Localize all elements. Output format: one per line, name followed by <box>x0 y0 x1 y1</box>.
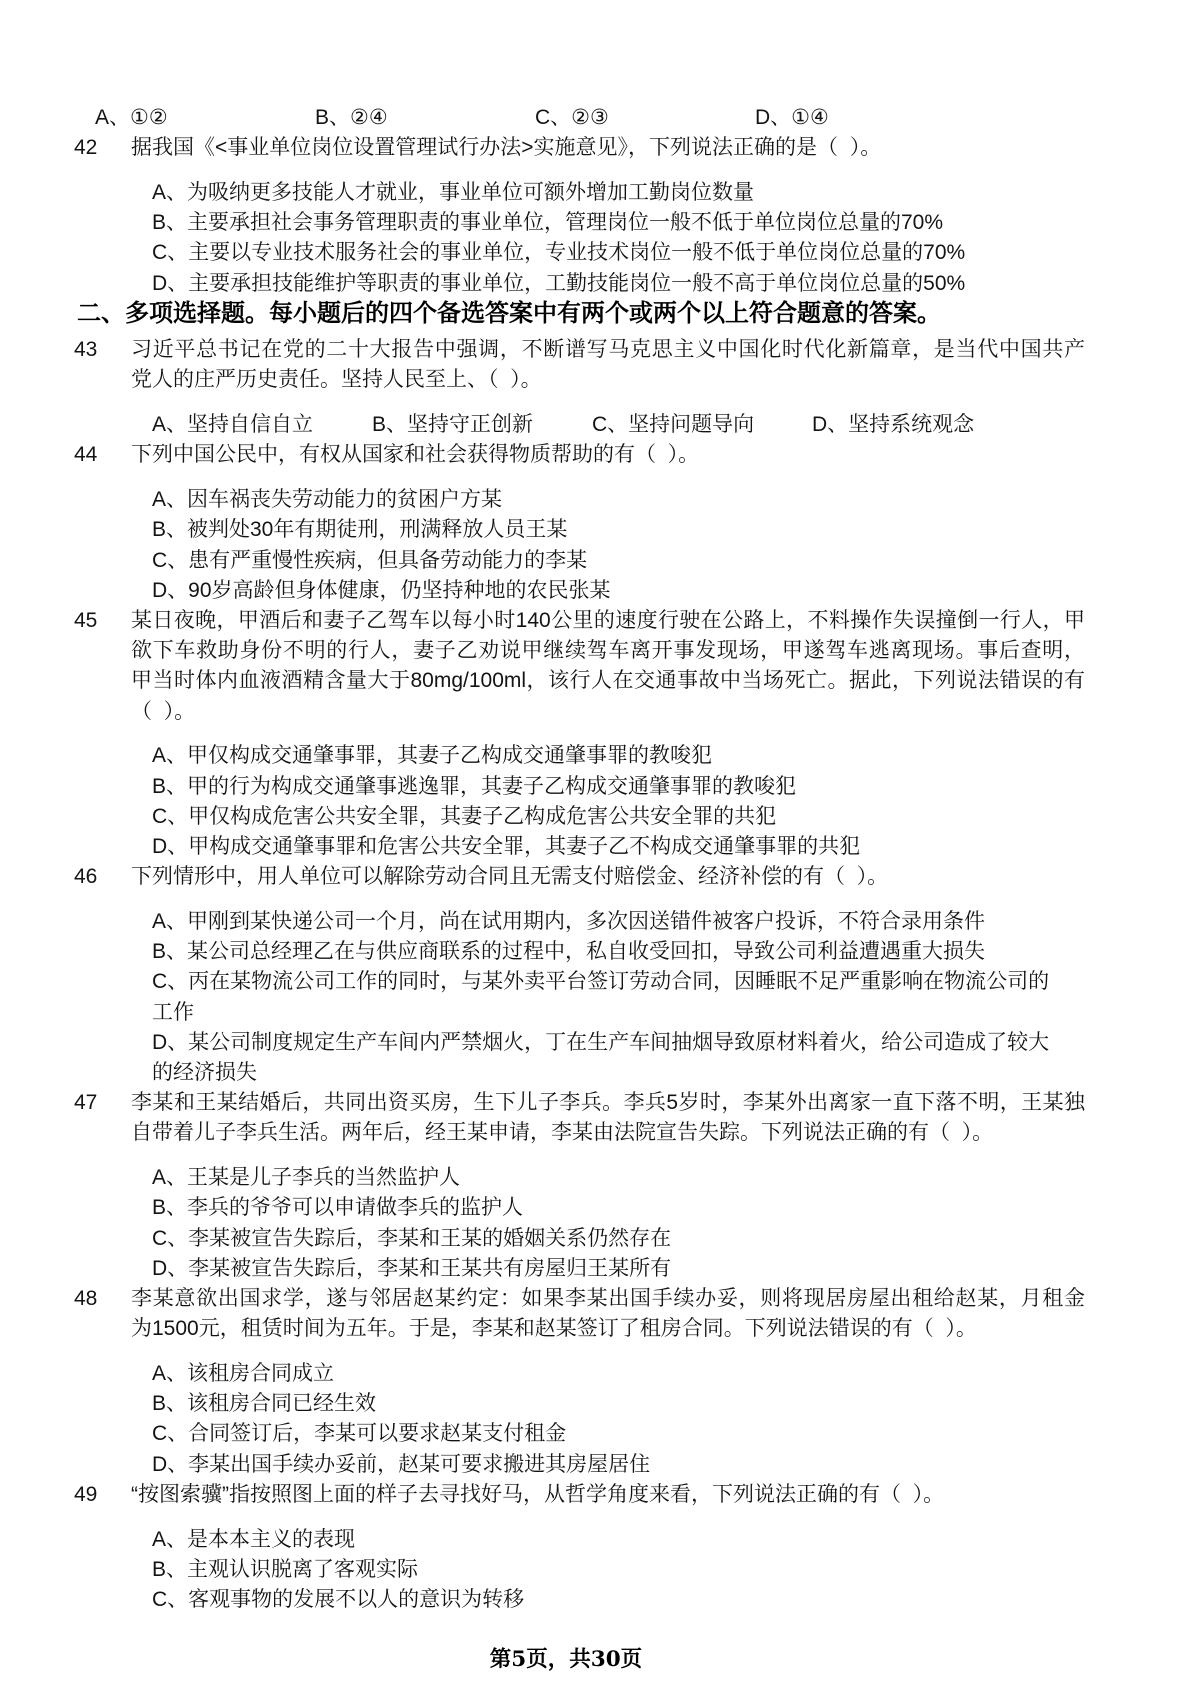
option-line: 的经济损失 <box>152 1060 257 1084</box>
page-footer: 第5页，共30页 <box>489 1647 643 1672</box>
option-b: B、李兵的爷爷可以申请做李兵的监护人 <box>152 1196 524 1220</box>
option-d: D、90岁高龄但身体健康，仍坚持种地的农民张某 <box>152 578 611 602</box>
question-number: 47 <box>74 1091 98 1115</box>
option-a: A、是本本主义的表现 <box>152 1527 356 1551</box>
question-number: 49 <box>74 1482 98 1506</box>
option-list <box>0 1163 1190 1284</box>
question-stem <box>0 1284 1190 1344</box>
option-list <box>0 485 1190 606</box>
option-d: D、坚持系统观念 <box>812 413 975 437</box>
option-list <box>0 1525 1190 1616</box>
stem-line: 某日夜晚，甲酒后和妻子乙驾车以每小时140公里的速度行驶在公路上，不料操作失误撞倒一行人，甲 <box>131 608 1085 632</box>
question-42 <box>0 133 1190 299</box>
question-46 <box>0 862 1190 1088</box>
option-b: B、某公司总经理乙在与供应商联系的过程中，私自收受回扣，导致公司利益遭遇重大损失 <box>152 940 986 964</box>
option-c: C、甲仅构成危害公共安全罪，其妻子乙构成危害公共安全罪的共犯 <box>152 804 777 828</box>
option-c: C、患有严重慢性疾病，但具备劳动能力的李某 <box>152 548 588 572</box>
previous-question-options <box>95 103 1190 133</box>
option-d: D、①④ <box>755 105 829 129</box>
option-d: D、甲构成交通肇事罪和危害公共安全罪，其妻子乙不构成交通肇事罪的共犯 <box>152 834 861 858</box>
section-heading: 二、多项选择题。每小题后的四个备选答案中有两个或两个以上符合题意的答案。 <box>77 300 941 328</box>
stem-line: 李某和王某结婚后，共同出资买房，生下儿子李兵。李兵5岁时，李某外出离家一直下落不明，王某独 <box>131 1091 1085 1115</box>
option-line: 工作 <box>152 1000 194 1024</box>
option-d: D、主要承担技能维护等职责的事业单位，工勤技能岗位一般不高于单位岗位总量的50% <box>152 271 966 295</box>
question-number: 44 <box>74 443 98 467</box>
option-d <box>0 1028 1190 1088</box>
question-number: 46 <box>74 865 98 889</box>
question-43 <box>0 335 1190 440</box>
option-a: A、王某是儿子李兵的当然监护人 <box>152 1166 461 1190</box>
option-d: D、李某被宣告失踪后，李某和王某共有房屋归王某所有 <box>152 1256 672 1280</box>
option-a: A、坚持自信自立 <box>152 413 314 437</box>
option-a: A、①② <box>95 105 168 129</box>
stem-line: （ ）。 <box>131 699 196 723</box>
option-a: A、该租房合同成立 <box>152 1362 335 1386</box>
stem-line: 下列情形中，用人单位可以解除劳动合同且无需支付赔偿金、经济补偿的有（ ）。 <box>131 865 889 889</box>
option-a: A、为吸纳更多技能人才就业，事业单位可额外增加工勤岗位数量 <box>152 180 755 204</box>
stem-line: 习近平总书记在党的二十大报告中强调，不断谱写马克思主义中国化时代化新篇章，是当代中国共产 <box>131 338 1085 362</box>
option-a: A、因车祸丧失劳动能力的贫困户方某 <box>152 488 503 512</box>
option-list <box>0 178 1190 299</box>
question-number: 48 <box>74 1286 98 1310</box>
question-stem <box>0 440 1190 470</box>
option-c <box>0 967 1190 1027</box>
option-b: B、主要承担社会事务管理职责的事业单位，管理岗位一般不低于单位岗位总量的70% <box>152 211 944 235</box>
option-b: B、主观认识脱离了客观实际 <box>152 1557 419 1581</box>
option-c: C、主要以专业技术服务社会的事业单位，专业技术岗位一般不低于单位岗位总量的70% <box>152 241 966 265</box>
question-48 <box>0 1284 1190 1480</box>
stem-line: 甲当时体内血液酒精含量大于80mg/100ml，该行人在交通事故中当场死亡。据此，下列说法错误的有 <box>131 669 1085 693</box>
question-stem <box>0 1480 1190 1510</box>
option-c: C、坚持问题导向 <box>592 413 755 437</box>
stem-line: 据我国《<事业单位岗位设置管理试行办法>实施意见》，下列说法正确的是（ ）。 <box>131 136 882 160</box>
question-47 <box>0 1088 1190 1284</box>
option-c: C、李某被宣告失踪后，李某和王某的婚姻关系仍然存在 <box>152 1226 672 1250</box>
option-list <box>0 907 1190 1088</box>
option-list <box>0 1359 1190 1480</box>
question-stem <box>0 335 1190 395</box>
question-number: 42 <box>74 136 98 160</box>
question-stem <box>0 1088 1190 1148</box>
question-number: 43 <box>74 338 98 362</box>
question-stem <box>0 862 1190 892</box>
option-list <box>0 741 1190 862</box>
option-a: A、甲刚到某快递公司一个月，尚在试用期内，多次因送错件被客户投诉，不符合录用条件 <box>152 910 986 934</box>
question-stem <box>0 133 1190 163</box>
page-content <box>0 103 1190 1615</box>
option-line: D、某公司制度规定生产车间内严禁烟火，丁在生产车间抽烟导致原材料着火，给公司造成了较大 <box>152 1030 1050 1054</box>
stem-line: 下列中国公民中，有权从国家和社会获得物质帮助的有（ ）。 <box>131 443 700 467</box>
stem-line: 党人的庄严历史责任。坚持人民至上、（ ）。 <box>131 368 542 392</box>
option-a: A、甲仅构成交通肇事罪，其妻子乙构成交通肇事罪的教唆犯 <box>152 744 713 768</box>
stem-line: 自带着儿子李兵生活。两年后，经王某申请，李某由法院宣告失踪。下列说法正确的有（ ）。 <box>131 1121 994 1145</box>
question-44 <box>0 440 1190 606</box>
question-49 <box>0 1480 1190 1615</box>
stem-line: 为1500元，租赁时间为五年。于是，李某和赵某签订了租房合同。下列说法错误的有（ ）。 <box>131 1317 977 1341</box>
option-c: C、合同签订后，李某可以要求赵某支付租金 <box>152 1422 567 1446</box>
option-c: C、客观事物的发展不以人的意识为转移 <box>152 1588 525 1612</box>
stem-line: 李某意欲出国求学，遂与邻居赵某约定：如果李某出国手续办妥，则将现居房屋出租给赵某，月租金 <box>131 1286 1085 1310</box>
option-b: B、坚持守正创新 <box>372 413 534 437</box>
option-b: B、甲的行为构成交通肇事逃逸罪，其妻子乙构成交通肇事罪的教唆犯 <box>152 774 797 798</box>
option-d: D、李某出国手续办妥前，赵某可要求搬进其房屋居住 <box>152 1452 651 1476</box>
stem-line: 欲下车救助身份不明的行人，妻子乙劝说甲继续驾车离开事发现场，甲遂驾车逃离现场。事后查明， <box>131 639 1085 663</box>
stem-line: “按图索骥”指按照图上面的样子去寻找好马，从哲学角度来看，下列说法正确的有（ ）。 <box>131 1482 945 1506</box>
option-list <box>152 410 1190 440</box>
option-line: C、丙在某物流公司工作的同时，与某外卖平台签订劳动合同，因睡眠不足严重影响在物流公司的 <box>152 970 1050 994</box>
option-b: B、②④ <box>315 105 388 129</box>
question-stem <box>0 606 1190 727</box>
option-b: B、该租房合同已经生效 <box>152 1392 377 1416</box>
option-b: B、被判处30年有期徒刑，刑满释放人员王某 <box>152 518 568 542</box>
option-c: C、②③ <box>535 105 609 129</box>
question-45 <box>0 606 1190 862</box>
question-number: 45 <box>74 608 98 632</box>
